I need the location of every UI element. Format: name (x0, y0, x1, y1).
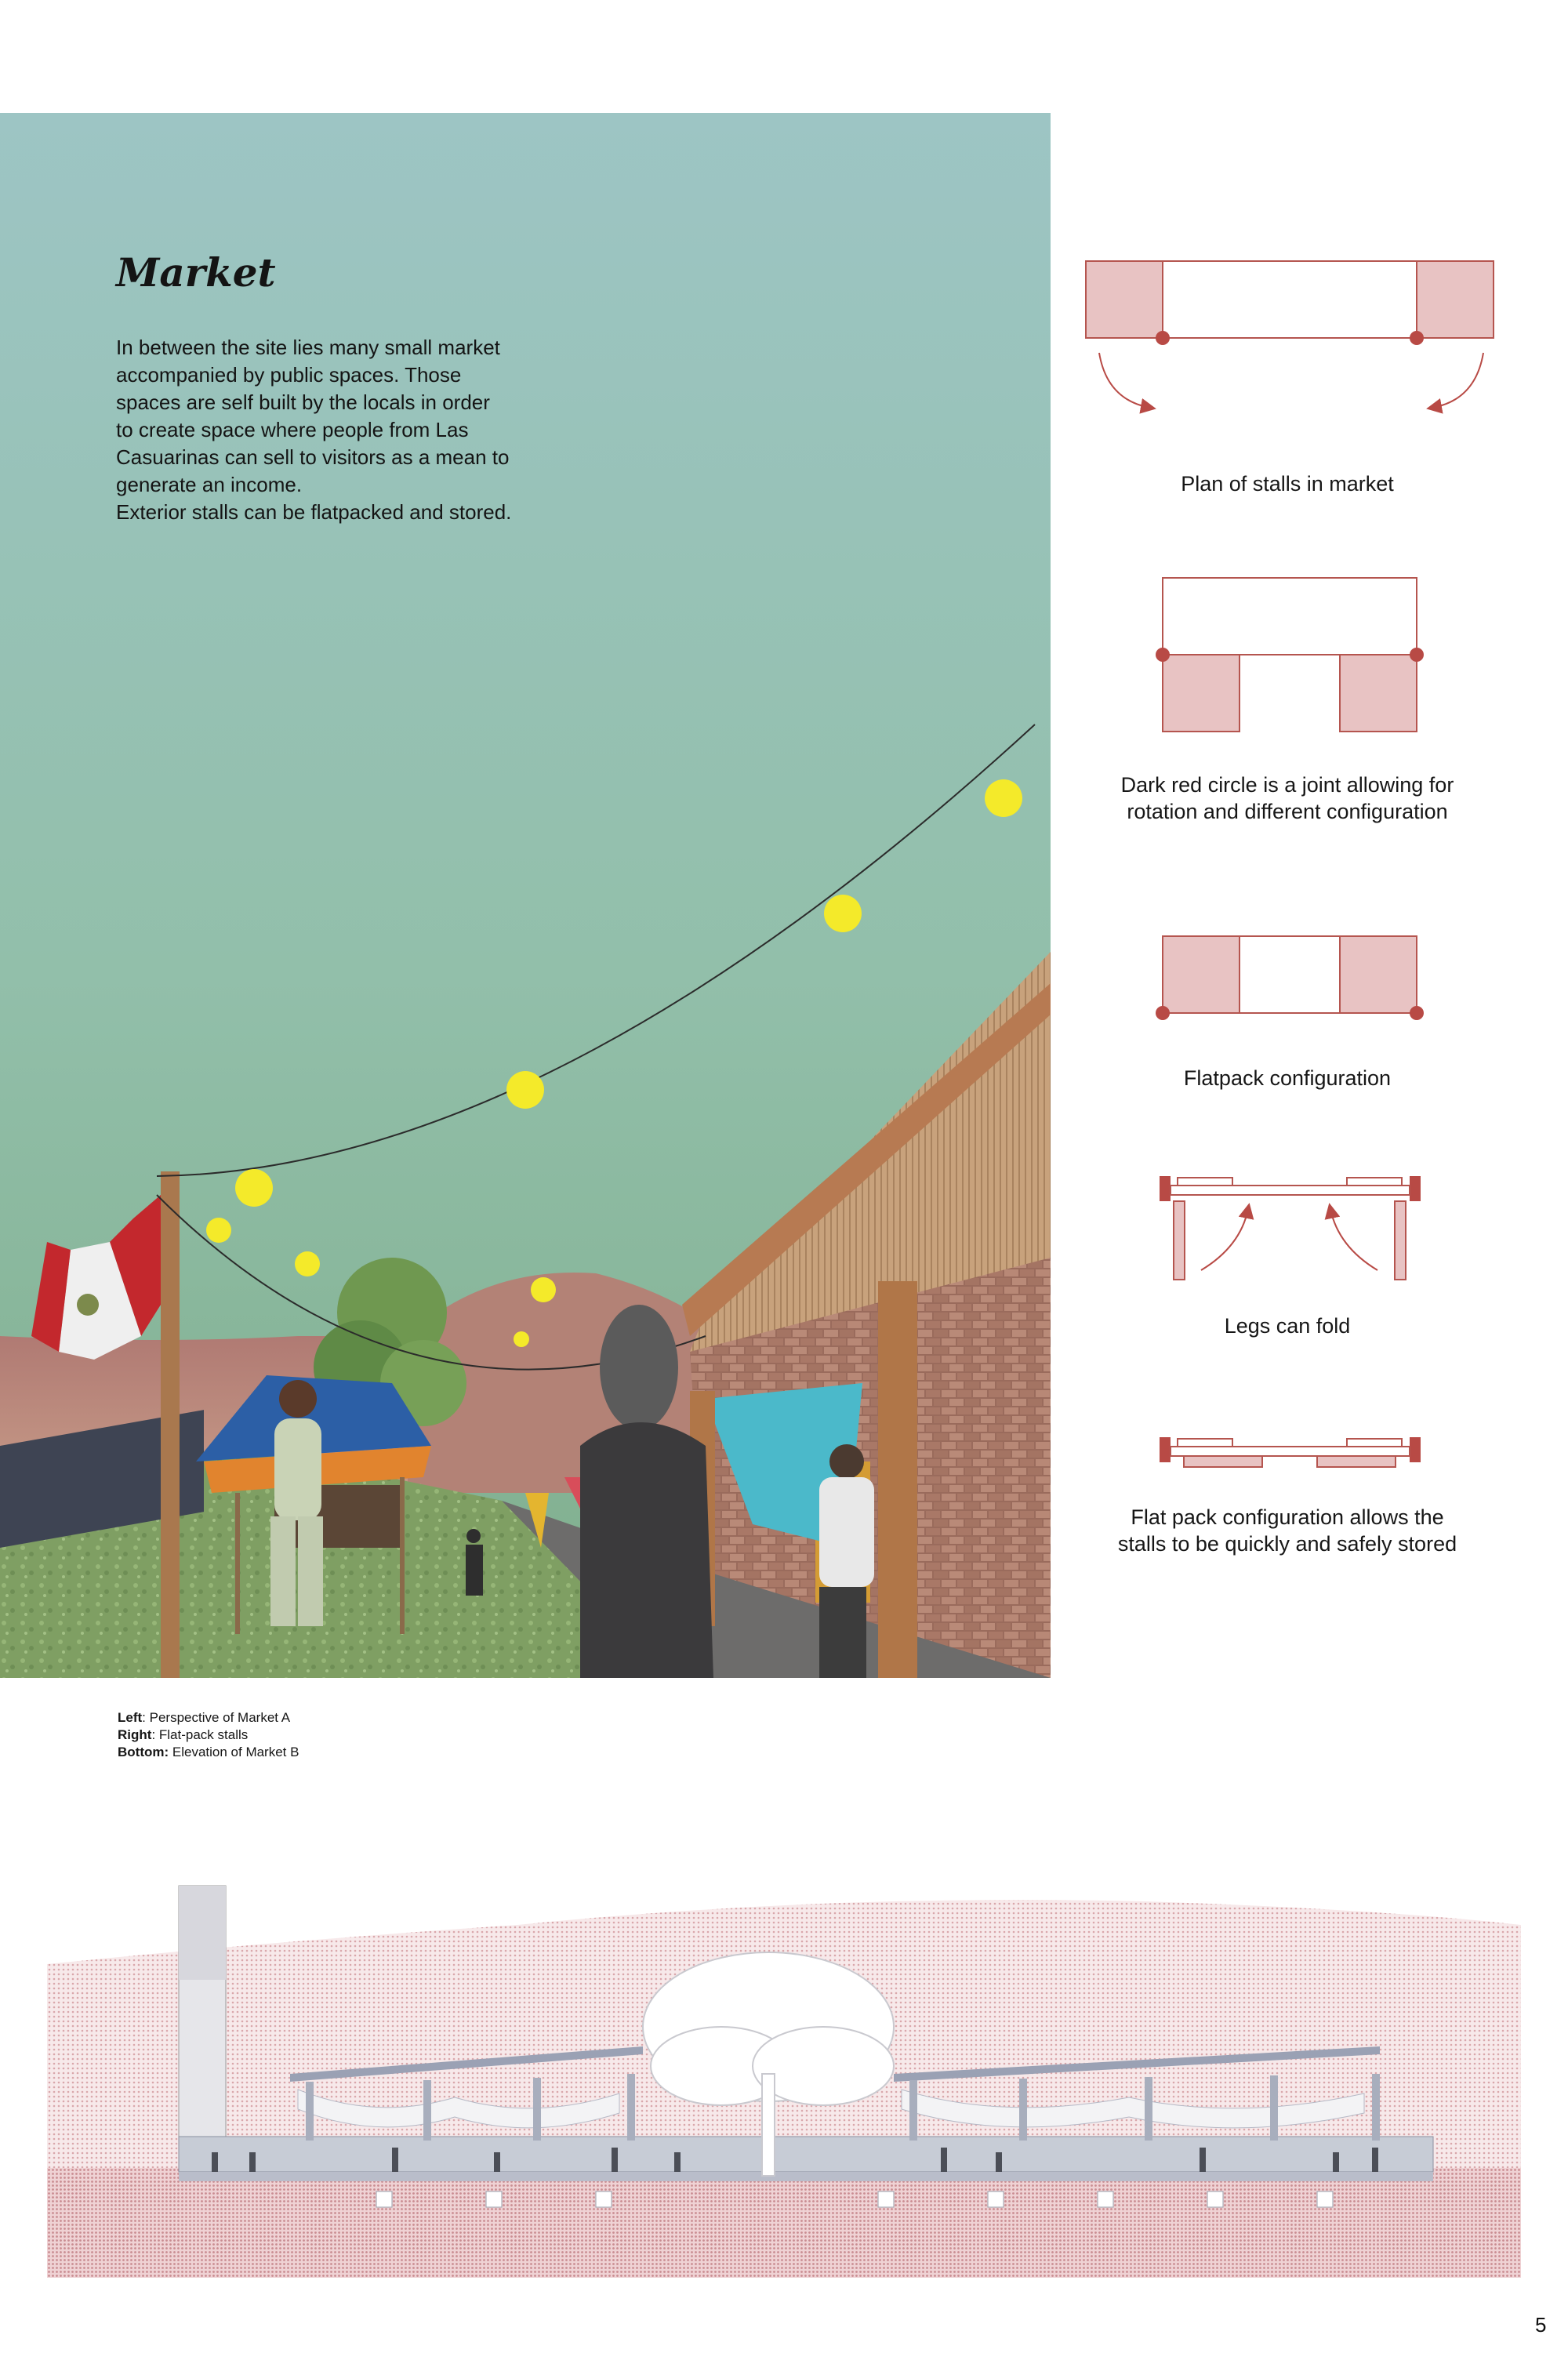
caption-line: rotation and different configuration (1127, 800, 1448, 823)
credit-line (118, 1744, 299, 1761)
canopy-pole (235, 1493, 240, 1634)
joint-circle (1410, 1006, 1424, 1020)
plan-diagram (1086, 261, 1494, 408)
canopy-pole (400, 1477, 405, 1634)
page-title: Market (116, 249, 276, 296)
caption-line: Plan of stalls in market (1181, 472, 1394, 496)
caption-line: stalls to be quickly and safely stored (1117, 1532, 1457, 1556)
caption-line: Flatpack configuration (1183, 1066, 1392, 1090)
market-building (179, 2137, 1433, 2172)
flag-pole (161, 1171, 180, 1678)
credit-text: : Perspective of Market A (142, 1710, 291, 1725)
rotate-arrow (1432, 353, 1483, 408)
intro-line: spaces are self built by the locals in order (116, 390, 490, 414)
legs-diagram (1160, 1176, 1421, 1280)
intro-text (116, 334, 586, 526)
page-number: 5 (1535, 2313, 1547, 2337)
fold-arrow (1330, 1209, 1377, 1270)
intro-line: accompanied by public spaces. Those (116, 363, 462, 387)
intro-line: In between the site lies many small market (116, 336, 500, 359)
credit-label: Right (118, 1727, 152, 1742)
person-walking (819, 1444, 874, 1678)
market-elevation (47, 1878, 1521, 2286)
credit-line (118, 1709, 299, 1727)
elevation-ground (47, 2168, 1521, 2278)
wooden-post (878, 1281, 917, 1678)
flatpack-caption (1052, 1065, 1523, 1091)
stored-caption (1052, 1504, 1523, 1557)
plan-caption (1052, 470, 1523, 497)
caption-line: Flat pack configuration allows the (1131, 1505, 1444, 1529)
flatpack-diagram (1156, 936, 1424, 1020)
credit-line (118, 1727, 299, 1744)
tower-top (179, 1886, 226, 1980)
stored-diagram (1160, 1437, 1421, 1467)
fold-arrow (1201, 1209, 1248, 1270)
credit-text: : Flat-pack stalls (151, 1727, 249, 1742)
joint-circle (1410, 331, 1424, 345)
market-floor (179, 2172, 1433, 2181)
credit-label: Left (118, 1710, 143, 1725)
intro-line: Casuarinas can sell to visitors as a mean to (116, 445, 510, 469)
credit-label: Bottom: (118, 1745, 169, 1759)
joint-diagram (1156, 578, 1424, 732)
intro-line: Exterior stalls can be flatpacked and stored. (116, 500, 512, 524)
caption-line: Dark red circle is a joint allowing for (1120, 773, 1454, 797)
legs-caption (1052, 1313, 1523, 1339)
rotate-arrow (1099, 353, 1150, 408)
joint-circle (1410, 648, 1424, 662)
joint-caption (1052, 772, 1523, 825)
figure-credits (118, 1709, 299, 1761)
joint-circle (1156, 1006, 1170, 1020)
intro-line: generate an income. (116, 473, 303, 496)
joint-circle (1156, 331, 1170, 345)
caption-line: Legs can fold (1224, 1314, 1351, 1338)
joint-circle (1156, 648, 1170, 662)
intro-line: to create space where people from Las (116, 418, 469, 441)
credit-text: Elevation of Market B (169, 1745, 299, 1759)
